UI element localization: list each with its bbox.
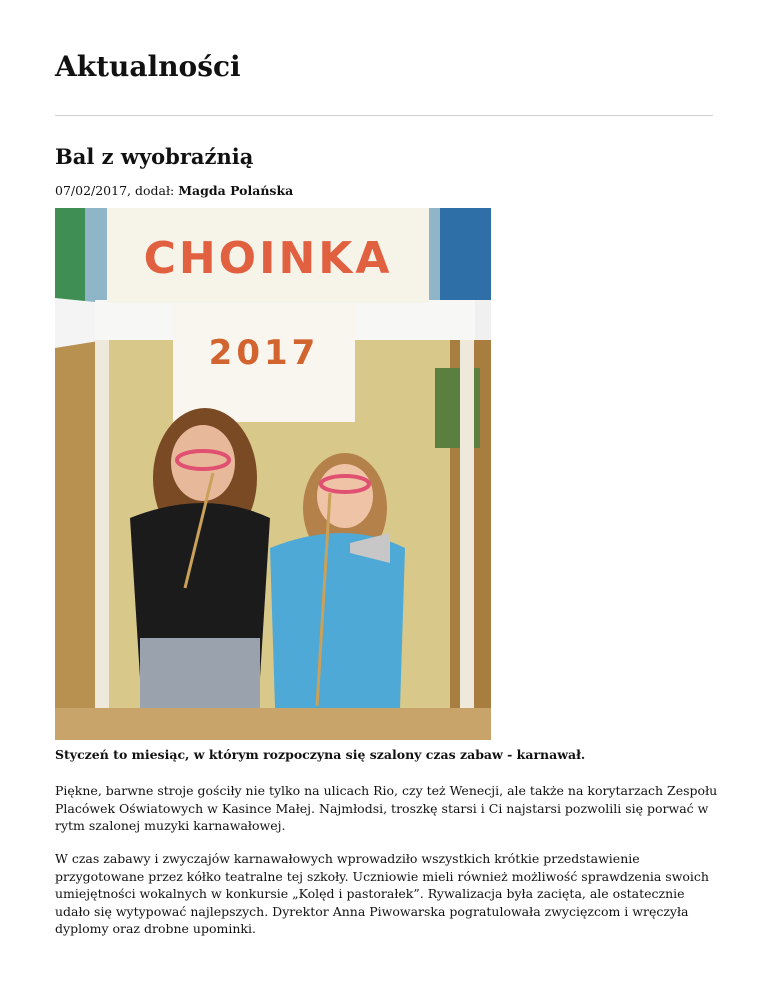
article-photo[interactable] [55, 208, 491, 740]
page-title: Aktualności [55, 50, 241, 83]
article-date: 07/02/2017 [55, 183, 128, 198]
article-meta [55, 183, 293, 198]
article-paragraph-1: Piękne, barwne stroje gościły nie tylko na ulicach Rio, czy też Wenecji, ale także na korytarzach Zespołu Placówek Oświatowych w Kasince Małej. Najmłodsi, troszkę starsi i Ci najstarsi pozwolili się porwać w rytm szalonej muzyki karnawałowej. [55, 783, 718, 833]
article-lead: Styczeń to miesiąc, w którym rozpoczyna się szalony czas zabaw - karnawał. [55, 747, 586, 762]
article-title[interactable]: Bal z wyobraźnią [55, 144, 254, 169]
divider [55, 115, 713, 116]
article-author[interactable]: Magda Polańska [178, 183, 294, 198]
sign-bottom-text: 2017 [208, 333, 320, 373]
article-paragraph-2: W czas zabawy i zwyczajów karnawałowych wprowadziło wszystkich krótkie przedstawienie przygotowane przez kółko teatralne tej szkoły. Uczniowie mieli również możliwość sprawdzenia swoich umiejętności wokalnych w konkursie „Kolęd i pastorałek”. Rywalizacja była zacięta, ale ostatecznie udało się wytypować najlepszych. Dyrektor Anna Piwowarska pogratulowała zwycięzcom i wręczyła dyplomy oraz drobne upominki. [55, 851, 709, 936]
sign-top-text: CHOINKA [143, 233, 393, 284]
added-by-label: , dodał: [127, 183, 179, 198]
